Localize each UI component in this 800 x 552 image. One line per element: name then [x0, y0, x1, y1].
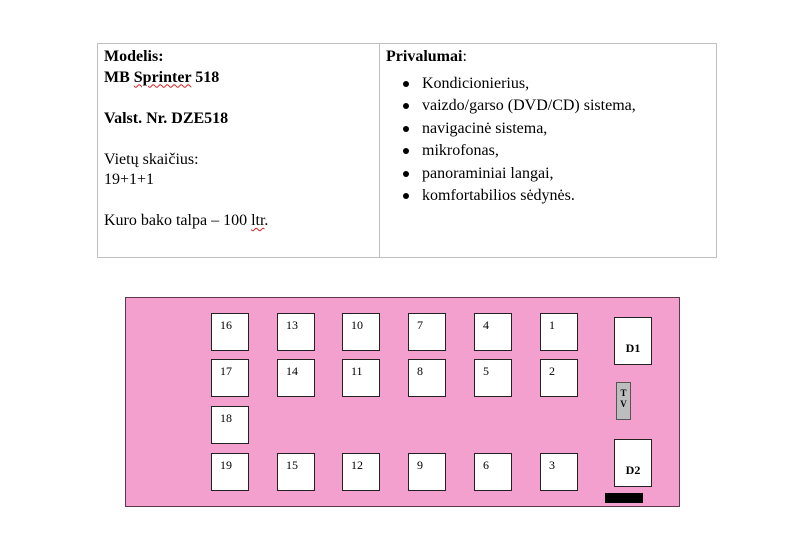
seat: 4 [474, 313, 512, 351]
seat: 12 [342, 453, 380, 491]
seat: 10 [342, 313, 380, 351]
seat: 19 [211, 453, 249, 491]
model-label: Modelis: [104, 48, 164, 65]
seats-label: Vietų skaičius: [104, 150, 199, 168]
features-title: Privalumai: [386, 48, 467, 65]
seat: 7 [408, 313, 446, 351]
seat: 14 [277, 359, 315, 397]
seat: 18 [211, 406, 249, 444]
seat: 2 [540, 359, 578, 397]
features-list [386, 73, 710, 208]
feature-item: komfortabilios sėdynės. [403, 185, 710, 208]
feature-item: vaizdo/garso (DVD/CD) sistema, [403, 95, 710, 118]
fuel-tank: Kuro bako talpa – 100 ltr. [104, 212, 269, 229]
feature-item: mikrofonas, [403, 140, 710, 163]
model-name: MB Sprinter 518 [104, 68, 220, 86]
seat: 17 [211, 359, 249, 397]
seat: 1 [540, 313, 578, 351]
driver-seat-d2: D2 [614, 439, 652, 487]
seat: 9 [408, 453, 446, 491]
driver-seat-d1: D1 [614, 317, 652, 365]
model-word: Sprinter [133, 68, 192, 86]
fuel-unit: ltr [251, 212, 265, 229]
seat: 16 [211, 313, 249, 351]
tv-icon: T V [616, 382, 631, 420]
feature-item: navigacinė sistema, [403, 118, 710, 141]
seats-value: 19+1+1 [104, 171, 155, 188]
door-bar [605, 493, 643, 503]
seat: 11 [342, 359, 380, 397]
seat: 6 [474, 453, 512, 491]
seat: 3 [540, 453, 578, 491]
seat: 15 [277, 453, 315, 491]
vehicle-info-table [97, 43, 717, 258]
plate-number: Valst. Nr. DZE518 [104, 109, 229, 127]
bus-seat-map [125, 297, 680, 507]
seat: 8 [408, 359, 446, 397]
features-cell [380, 44, 716, 257]
feature-item: panoraminiai langai, [403, 163, 710, 186]
feature-item: Kondicionierius, [403, 73, 710, 96]
seat: 5 [474, 359, 512, 397]
vehicle-specs-cell [98, 44, 380, 257]
seat: 13 [277, 313, 315, 351]
